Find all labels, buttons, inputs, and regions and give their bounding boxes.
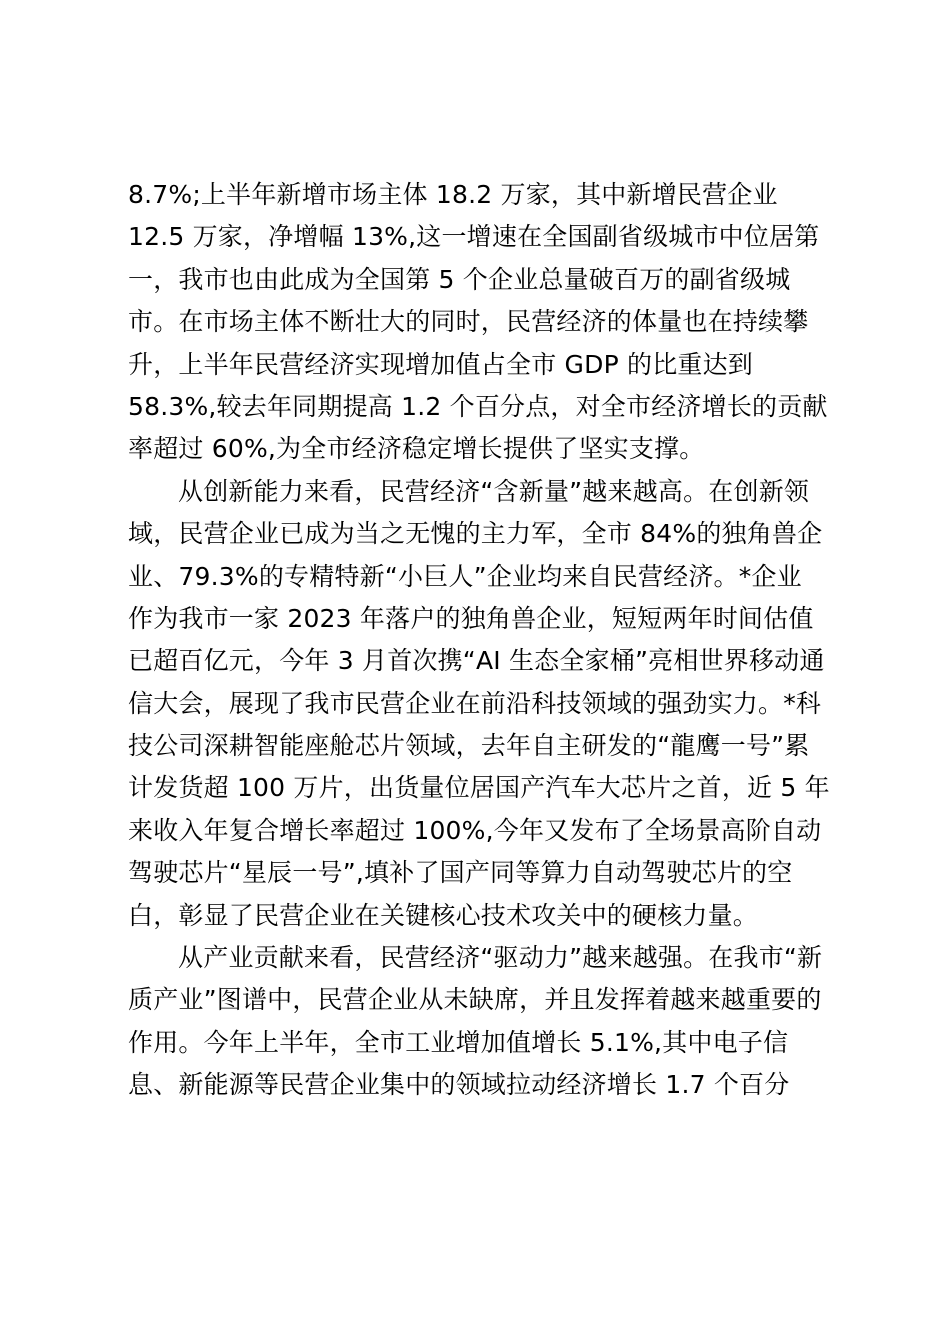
text-line: 作为我市一家 2023 年落户的独角兽企业，短短两年时间估值 — [128, 603, 814, 633]
paragraph-start-line: 从产业贡献来看，民营经济“驱动力”越来越强。在我市“新 — [178, 943, 823, 973]
text-line: 技公司深耕智能座舱芯片领域，去年自主研发的“龍鹰一号”累 — [128, 731, 810, 761]
text-line: 质产业”图谱中，民营企业从未缺席，并且发挥着越来越重要的 — [128, 985, 822, 1015]
text-line: 业、79.3%的专精特新“小巨人”企业均来自民营经济。*企业 — [128, 561, 802, 591]
paragraph-start-line: 从创新能力来看，民营经济“含新量”越来越高。在创新领 — [178, 476, 810, 506]
text-line: 8.7%;上半年新增市场主体 18.2 万家，其中新增民营企业 — [128, 180, 778, 209]
text-line: 计发货超 100 万片，出货量位居国产汽车大芯片之首，近 5 年 — [128, 773, 830, 803]
text-line: 已超百亿元，今年 3 月首次携“AI 生态全家桶”亮相世界移动通 — [128, 646, 825, 676]
text-line: 58.3%,较去年同期提高 1.2 个百分点，对全市经济增长的贡献 — [128, 391, 828, 421]
text-line: 驾驶芯片“星辰一号”,填补了国产同等算力自动驾驶芯片的空 — [128, 858, 793, 888]
text-line: 来收入年复合增长率超过 100%,今年又发布了全场景高阶自动 — [128, 815, 822, 845]
body-text — [128, 174, 828, 1107]
text-line: 白，彰显了民营企业在关键核心技术攻关中的硬核力量。 — [128, 900, 759, 930]
text-line: 升，上半年民营经济实现增加值占全市 GDP 的比重达到 — [128, 349, 753, 379]
text-line: 息、新能源等民营企业集中的领域拉动经济增长 1.7 个百分 — [128, 1070, 790, 1100]
text-line: 一，我市也由此成为全国第 5 个企业总量破百万的副省级城 — [128, 264, 791, 294]
text-line: 12.5 万家，净增幅 13%,这一增速在全国副省级城市中位居第 — [128, 222, 820, 252]
text-line: 市。在市场主体不断壮大的同时，民营经济的体量也在持续攀 — [128, 307, 809, 337]
text-line: 域，民营企业已成为当之无愧的主力军，全市 84%的独角兽企 — [128, 519, 823, 549]
text-line: 率超过 60%,为全市经济稳定增长提供了坚实支撑。 — [128, 434, 705, 464]
text-line: 信大会，展现了我市民营企业在前沿科技领域的强劲实力。*科 — [128, 688, 822, 718]
text-line: 作用。今年上半年，全市工业增加值增长 5.1%,其中电子信 — [128, 1027, 789, 1057]
